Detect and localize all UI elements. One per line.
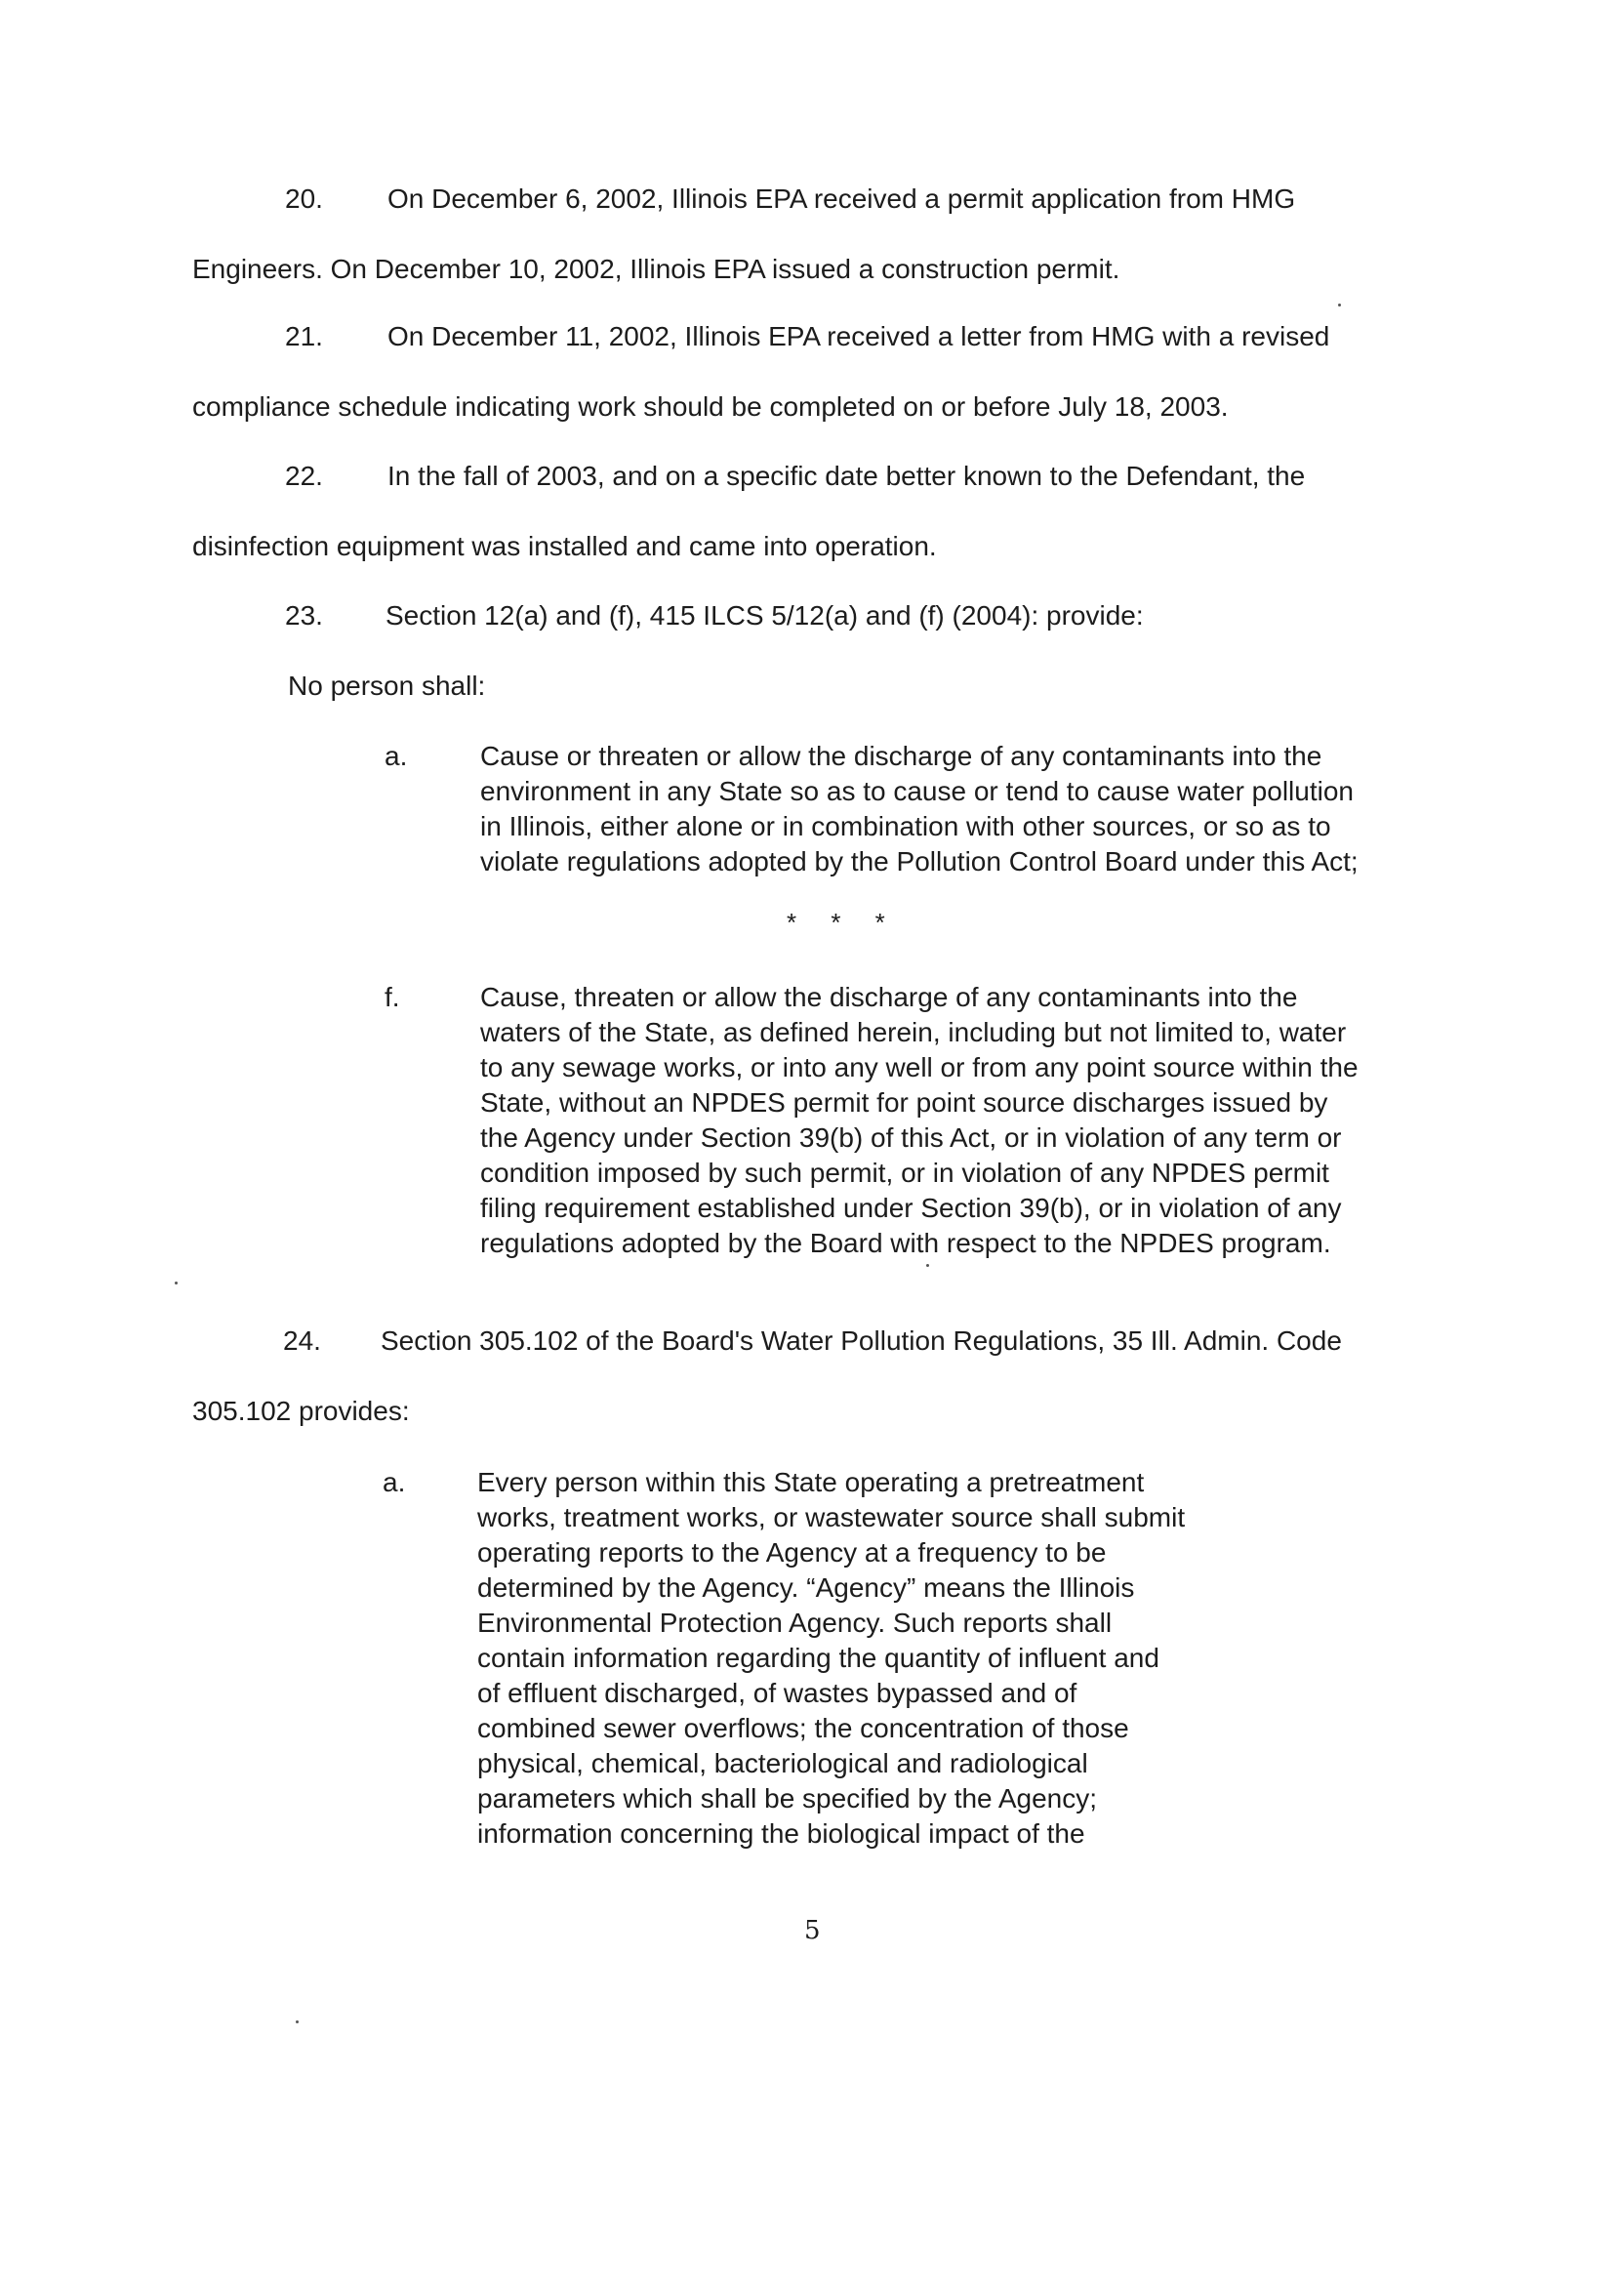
no-person-shall-intro: No person shall:: [288, 671, 486, 701]
item-a-marker: a.: [385, 741, 408, 771]
paragraph-22-line-2: disinfection equipment was installed and came into operation.: [192, 531, 937, 561]
item-f-marker: f.: [385, 982, 400, 1012]
paragraph-20-line-1: On December 6, 2002, Illinois EPA received a permit application from HMG: [387, 183, 1296, 214]
paragraph-23-line-1: Section 12(a) and (f), 415 ILCS 5/12(a) and (f) (2004): provide:: [386, 600, 1144, 631]
ellipsis-asterisks: * * *: [787, 908, 899, 937]
paragraph-22-line-1: In the fall of 2003, and on a specific date better known to the Defendant, the: [387, 461, 1306, 491]
item-f-text: Cause, threaten or allow the discharge of any contaminants into the waters of the State, as defined herein, including but not limited to, water to any sewage works, or into any well or from any point source within the State, without an NPDES permit for point source discharges issued by the Agency under Section 39(b) of this Act, or in violation of any term or condition imposed by such permit, or in violation of any NPDES permit filing requirement established under Section 39(b), or in violation of any regulations adopted by the Board with respect to the NPDES program.: [480, 982, 1359, 1258]
paragraph-20-number: 20.: [285, 183, 323, 214]
scan-speck: [926, 1264, 929, 1267]
page-number: 5: [804, 1916, 821, 1945]
scan-speck: [1338, 304, 1341, 306]
paragraph-20-line-2: Engineers. On December 10, 2002, Illinois EPA issued a construction permit.: [192, 254, 1120, 284]
section-305-item-a-marker: a.: [383, 1467, 406, 1497]
paragraph-21-line-2: compliance schedule indicating work should be completed on or before July 18, 2003.: [192, 391, 1229, 422]
scan-speck: [175, 1282, 178, 1284]
paragraph-21-line-1: On December 11, 2002, Illinois EPA received a letter from HMG with a revised: [387, 321, 1330, 351]
section-305-item-a-text: Every person within this State operating a pretreatment works, treatment works, or wastewater source shall submit operating reports to the Agency at a frequency to be determined by the Agency. “Agency” means the Illinois Environmental Protection Agency. Such reports shall contain information regarding the quantity of influent and of effluent discharged, of wastes bypassed and of combined sewer overflows; the concentration of those physical, chemical, bacteriological and radiological parameters which shall be specified by the Agency; information concerning the biological impact of the: [477, 1467, 1186, 1849]
paragraph-24-line-1: Section 305.102 of the Board's Water Pollution Regulations, 35 Ill. Admin. Code: [381, 1325, 1342, 1356]
paragraph-22-number: 22.: [285, 461, 323, 491]
paragraph-21-number: 21.: [285, 321, 323, 351]
scan-speck: [296, 2020, 299, 2023]
paragraph-24-line-2: 305.102 provides:: [192, 1396, 410, 1426]
paragraph-24-number: 24.: [283, 1325, 321, 1356]
item-a-text: Cause or threaten or allow the discharge of any contaminants into the environment in any State so as to cause or tend to cause water pollution in Illinois, either alone or in combination with other sources, or so as to violate regulations adopted by the Pollution Control Board under this Act;: [480, 741, 1359, 876]
paragraph-23-number: 23.: [285, 600, 323, 631]
